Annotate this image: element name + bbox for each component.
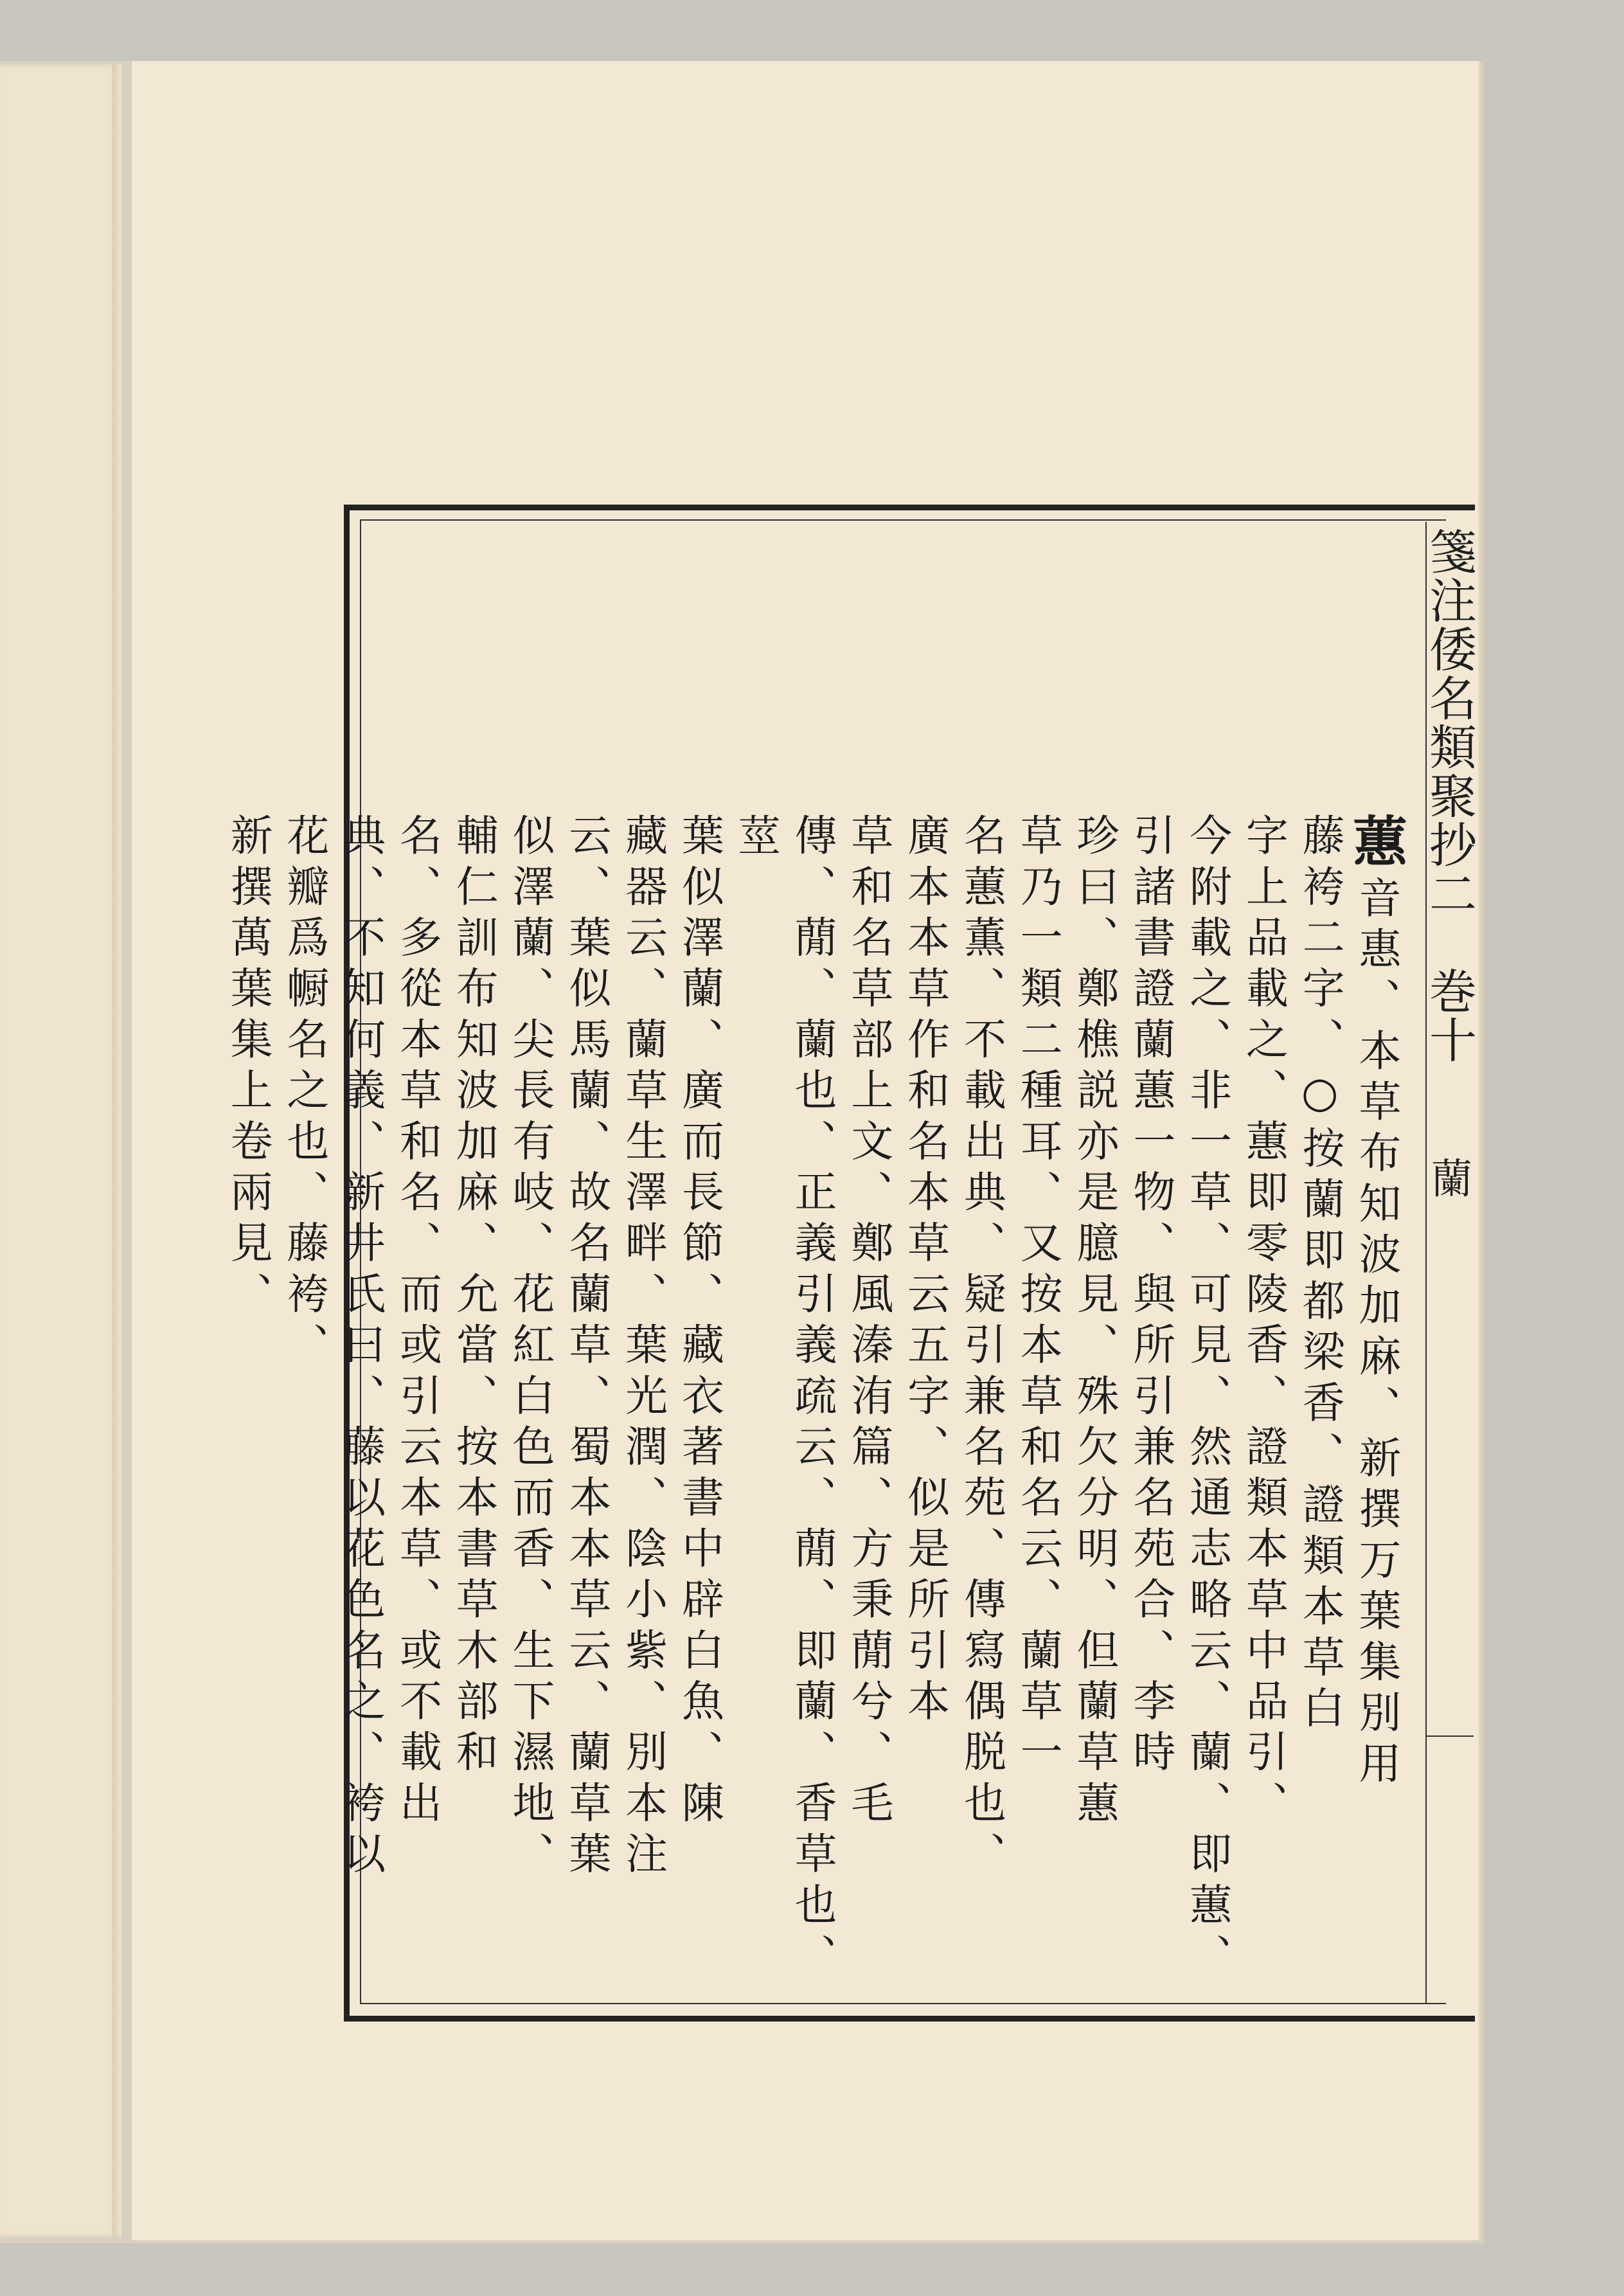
entry-column-4: 今附載之、非一草、可見、然通志略云、蘭、即蕙、 [1182,813,1232,1984]
entry-column-15: 似澤蘭、尖長有岐、花紅白色而香、生下濕地、 [505,813,555,1883]
entry-headword: 蕙 [1344,813,1408,876]
running-title [1420,527,1478,1064]
entry-column-3: 字上品載之、蕙即零陵香、證類本草中品引、 [1238,813,1289,1831]
entry-column-16: 輔仁訓布知波加麻、允當、按本書草木部和 [449,813,499,1780]
left-page [0,64,119,2237]
entry-column-19: 花瓣爲㡡名之也、藤袴、 [279,813,329,1374]
entry-column-20: 新撰萬葉集上卷兩見、 [223,813,273,1322]
entry-column-14: 云、葉似馬蘭、故名蘭草、蜀本本草云、蘭草葉 [561,813,611,1883]
left-page-gutter [112,64,121,2237]
entry-column-10: 草和名草部上文、鄭風溱洧篇、方秉蕑兮、毛 [843,813,893,1831]
volume-label: 二 巻十 [1422,869,1477,1064]
entry-column-17: 名、多從本草和名、而或引云本草、或不載出 [392,813,442,1831]
entry-column-8: 名蕙薫、不載出典、疑引兼名苑、傳寫偶脱也、 [956,813,1006,1883]
entry-body [223,813,1408,1996]
section-label: 蘭 [1424,1157,1472,1198]
margin-column-divider [1425,1735,1474,1737]
entry-column-5: 引諸書證蘭蕙一物、與所引兼名苑合、李時 [1125,813,1175,1780]
entry-column-13: 藏器云、蘭草生澤畔、葉光潤、陰小紫、別本注 [618,813,668,1883]
entry-column-1 [1344,813,1408,1996]
entry-column-2: 藤袴二字、○按蘭即都梁香、證類本草白 [1295,813,1345,1737]
entry-column-7: 草乃一類二種耳、又按本草和名云、蘭草一 [1013,813,1063,1780]
entry-column-1-text: 音惠、本草布知波加麻、新撰万葉集別用 [1352,875,1401,1792]
entry-column-11: 傳、蕑、蘭也、正義引義疏云、蕑、即蘭、香草也、莖 [731,813,837,1984]
entry-column-6: 珍曰、鄭樵説亦是臆見、殊欠分明、但蘭草蕙 [1069,813,1120,1831]
entry-column-12: 葉似澤蘭、廣而長節、藏衣著書中辟白魚、陳 [674,813,724,1831]
entry-column-18: 典、不知何義、新井氏曰、藤以花色名之、袴以 [335,813,386,1883]
book-title: 箋注倭名類聚抄 [1422,527,1477,869]
entry-column-9: 廣本本草作和名本草云五字、似是所引本 [900,813,950,1730]
